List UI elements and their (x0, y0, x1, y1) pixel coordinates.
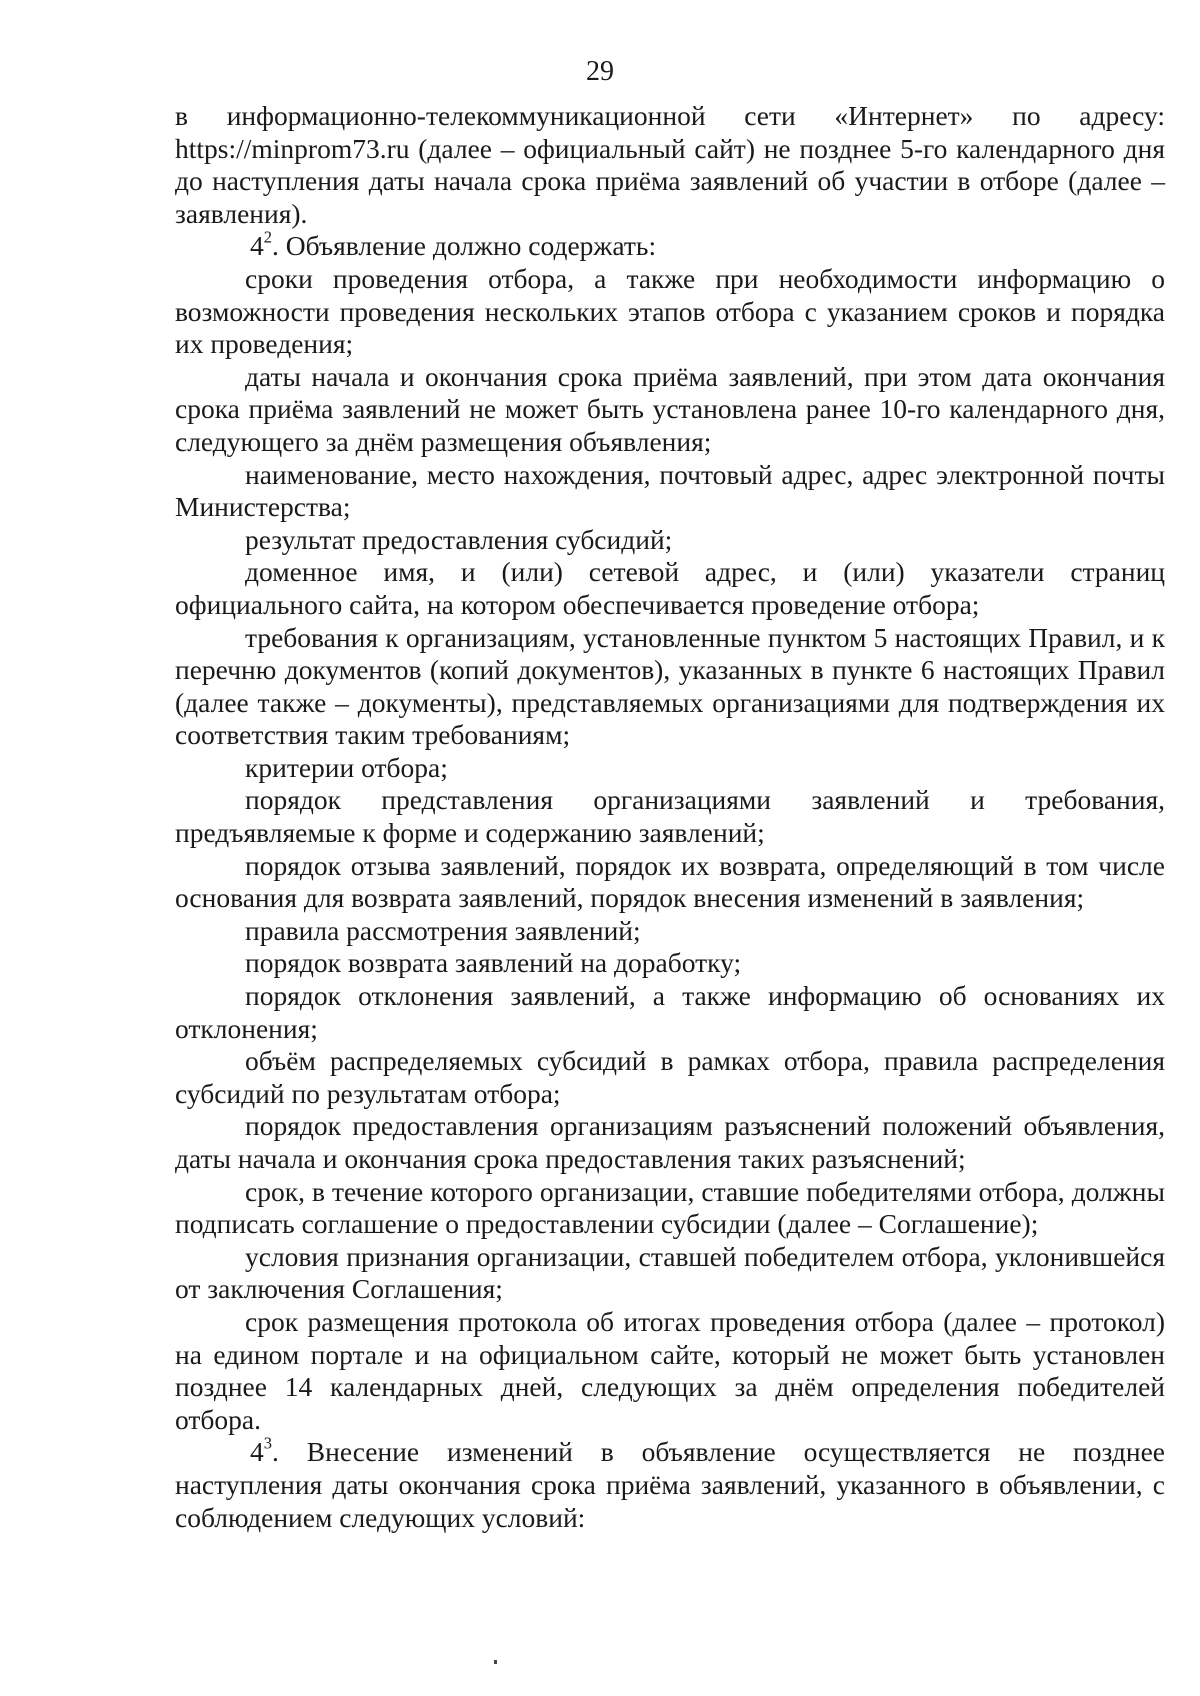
list-item-review-rules: правила рассмотрения заявлений; (245, 914, 641, 946)
section-4-3-text: . Внесение изменений в объявление осуществляется не позднее наступления даты окончания срока приёма заявлений, указанного в объявлении, с соблюдением следующих условий: (175, 1436, 1165, 1533)
list-item-rejection: порядок отклонения заявлений, а также информацию об основаниях их отклонения; (175, 980, 1165, 1044)
list-item-evasion-conditions: условия признания организации, ставшей победителем отбора, уклонившейся от заключения Соглашения; (175, 1240, 1165, 1305)
section-4-3-number: 4 (250, 1436, 264, 1468)
list-item-subsidy-result: результат предоставления субсидий; (245, 523, 673, 555)
list-item-selection-criteria: критерии отбора; (245, 751, 448, 783)
section-4-2-superscript: 2 (263, 228, 272, 247)
list-item-ministry-contacts: наименование, место нахождения, почтовый адрес, адрес электронной почты Министерства; (175, 458, 1165, 523)
list-item-organization-requirements: требования к организациям, установленные пунктом 5 настоящих Правил, и к перечню документов (копий документов), указанных в пункте 6 настоящих Правил (далее также – документы), представляемых организациями для подтверждения их соответствия таким требованиям; (175, 621, 1165, 751)
document-body (175, 100, 1165, 1534)
section-4-2-number: 4 (250, 230, 264, 262)
list-item-clarifications: порядок предоставления организациям разъяснений положений объявления, даты начала и окончания срока предоставления таких разъяснений; (175, 1110, 1165, 1174)
list-item-application-withdrawal: порядок отзыва заявлений, порядок их возврата, определяющий в том числе основания для возврата заявлений, порядок внесения изменений в заявления; (175, 849, 1165, 914)
section-4-3-paragraph (175, 1433, 1165, 1534)
list-item-agreement-deadline: срок, в течение которого организации, ставшие победителями отбора, должны подписать соглашение о предоставлении субсидии (далее – Соглашение); (175, 1175, 1165, 1240)
section-4-2-text: . Объявление должно содержать: (272, 230, 657, 262)
section-4-2-heading (175, 230, 1165, 263)
page-number: 29 (586, 56, 614, 87)
list-item-application-submission: порядок представления организациями заявлений и требования, предъявляемые к форме и содержанию заявлений; (175, 784, 1165, 849)
list-item-subsidy-volume: объём распределяемых субсидий в рамках отбора, правила распределения субсидий по результатам отбора; (175, 1045, 1165, 1109)
list-item-application-dates: даты начала и окончания срока приёма заявлений, при этом дата окончания срока приёма заявлений не может быть установлена ранее 10-го календарного дня, следующего за днём размещения объявления; (175, 360, 1165, 457)
list-item-protocol-deadline: срок размещения протокола об итогах проведения отбора (далее – протокол) на едином портале и на официальном сайте, который не может быть установлен позднее 14 календарных дней, следующих за днём определения победителей отбора. (175, 1305, 1165, 1435)
list-item-selection-terms: сроки проведения отбора, а также при необходимости информацию о возможности проведения нескольких этапов отбора с указанием сроков и порядка их проведения; (175, 262, 1165, 360)
list-item-return-for-revision: порядок возврата заявлений на доработку; (245, 947, 742, 979)
list-item-domain-name: доменное имя, и (или) сетевой адрес, и (или) указатели страниц официального сайта, на котором обеспечивается проведение отбора; (175, 556, 1165, 620)
section-4-3-superscript: 3 (263, 1433, 272, 1453)
paragraph-intro: в информационно-телекоммуникационной сети «Интернет» по адресу: https://minprom73.ru (далее – официальный сайт) не позднее 5-го календарного дня до наступления даты начала срока приёма заявлений об участии в отборе (далее – заявления). (175, 100, 1165, 229)
scan-speck (494, 1660, 497, 1664)
